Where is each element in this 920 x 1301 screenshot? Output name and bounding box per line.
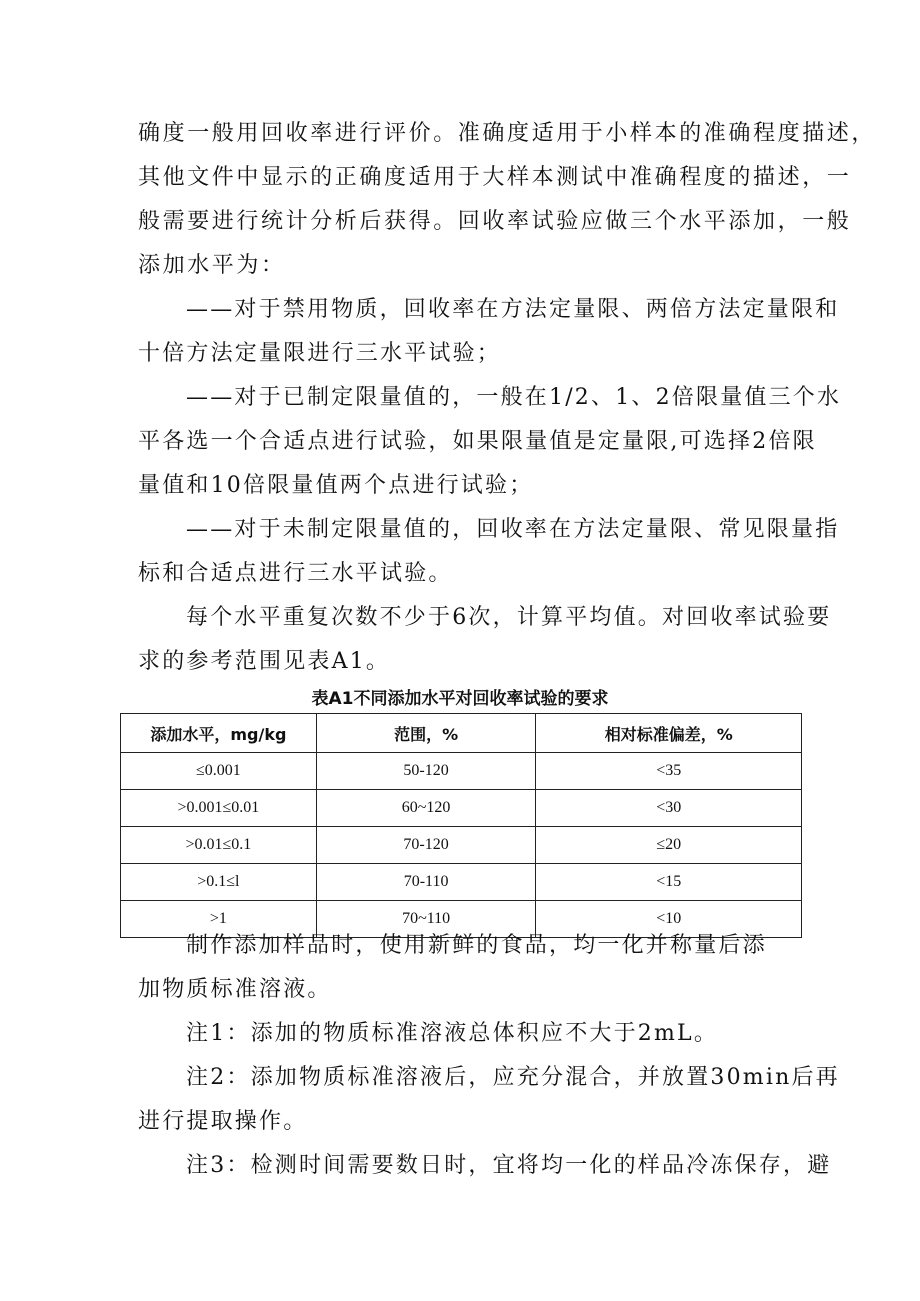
header-cell-rsd: 相对标准偏差，% <box>536 714 802 753</box>
table-cell: 70-120 <box>316 827 536 864</box>
table-cell: 70~110 <box>316 901 536 938</box>
recovery-requirements-table <box>120 713 802 938</box>
paragraph-line: 制作添加样品时，使用新鲜的食品，均一化并称量后添 <box>186 933 767 958</box>
paragraph-line: 其他文件中显示的正确度适用于大样本测试中准确程度的描述，一 <box>138 165 852 190</box>
table-cell: <10 <box>536 901 802 938</box>
table-cell: 60~120 <box>316 790 536 827</box>
paragraph-line: 添加水平为： <box>138 253 286 278</box>
table-cell: >1 <box>121 901 317 938</box>
paragraph-line: 确度一般用回收率进行评价。准确度适用于小样本的准确程度描述， <box>138 121 877 146</box>
table-cell: >0.1≤l <box>121 864 317 901</box>
paragraph-line: 求的参考范围见表A1。 <box>138 649 391 674</box>
paragraph-line: ——对于禁用物质，回收率在方法定量限、两倍方法定量限和 <box>186 297 840 322</box>
paragraph-line: 标和合适点进行三水平试验。 <box>138 561 453 586</box>
table-row <box>121 790 802 827</box>
table-cell: >0.01≤0.1 <box>121 827 317 864</box>
paragraph-line: ——对于已制定限量值的，一般在1/2、1、2倍限量值三个水 <box>186 385 842 410</box>
paragraph-line: 般需要进行统计分析后获得。回收率试验应做三个水平添加，一般 <box>138 209 852 234</box>
table-caption: 表A1不同添加水平对回收率试验的要求 <box>311 689 609 709</box>
table-header-row <box>121 714 802 753</box>
paragraph-line: 平各选一个合适点进行试验，如果限量值是定量限,可选择2倍限 <box>138 429 817 454</box>
table-cell: ≤20 <box>536 827 802 864</box>
paragraph-line: 量值和10倍限量值两个点进行试验； <box>138 473 534 498</box>
note-line: 进行提取操作。 <box>138 1109 308 1134</box>
table-row <box>121 753 802 790</box>
table-cell: <30 <box>536 790 802 827</box>
paragraph-line: 每个水平重复次数不少于6次，计算平均值。对回收率试验要 <box>186 605 832 630</box>
table-cell: 70-110 <box>316 864 536 901</box>
table-row <box>121 864 802 901</box>
table-cell: ≤0.001 <box>121 753 317 790</box>
table-cell: >0.001≤0.01 <box>121 790 317 827</box>
table-cell: 50-120 <box>316 753 536 790</box>
header-cell-range: 范围，% <box>316 714 536 753</box>
note-line: 注1：添加的物质标准溶液总体积应不大于2mL。 <box>186 1021 719 1046</box>
table-cell: <35 <box>536 753 802 790</box>
note-line: 注3：检测时间需要数日时，宜将均一化的样品冷冻保存，避 <box>186 1153 832 1178</box>
paragraph-line: 加物质标准溶液。 <box>138 977 332 1002</box>
note-line: 注2：添加物质标准溶液后，应充分混合，并放置30min后再 <box>186 1065 840 1090</box>
table-cell: <15 <box>536 864 802 901</box>
header-cell-level: 添加水平，mg/kg <box>121 714 317 753</box>
table-row <box>121 827 802 864</box>
paragraph-line: ——对于未制定限量值的，回收率在方法定量限、常见限量指 <box>186 517 840 542</box>
paragraph-line: 十倍方法定量限进行三水平试验； <box>138 341 502 366</box>
